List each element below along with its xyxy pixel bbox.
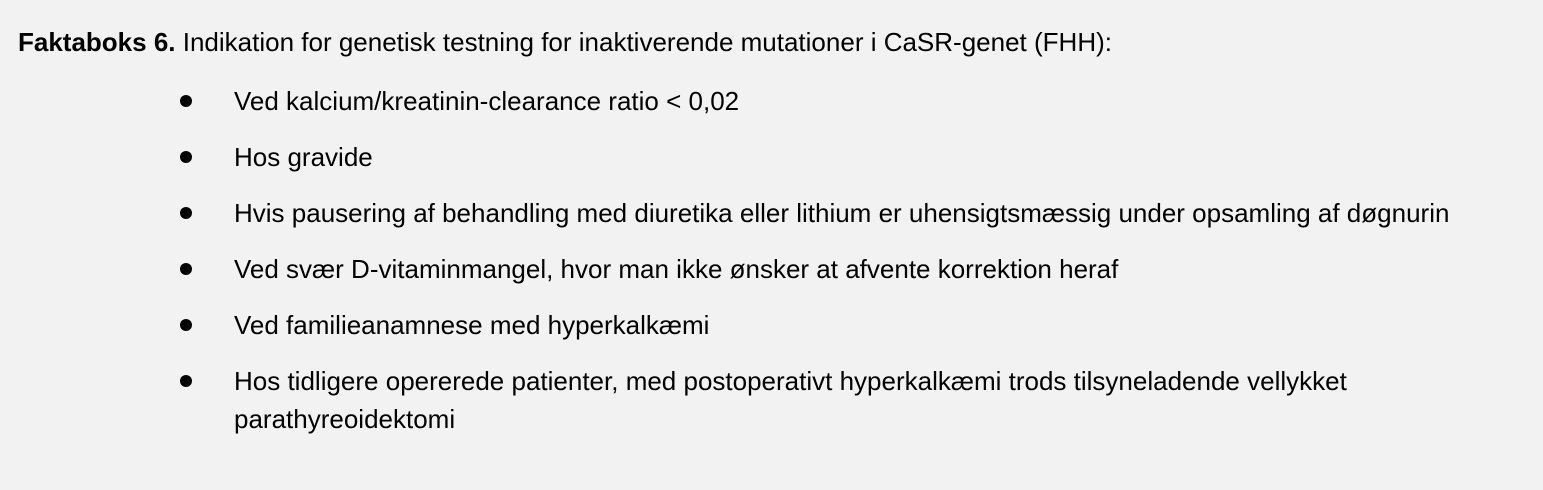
bullet-icon	[180, 151, 192, 163]
list-item	[18, 138, 1525, 176]
list-item	[18, 82, 1525, 120]
list-item-text: Hos tidligere opererede patienter, med postoperativt hyperkalkæmi trods tilsyneladende vellykket parathyreoidektomi	[234, 366, 1347, 434]
list-item	[18, 250, 1525, 288]
bullet-icon	[180, 95, 192, 107]
factbox-title: Indikation for genetisk testning for inaktiverende mutationer i CaSR-genet (FHH):	[182, 27, 1112, 57]
list-item-text: Ved kalcium/kreatinin-clearance ratio < 0,02	[234, 86, 740, 116]
list-item	[18, 306, 1525, 344]
list-item-text: Ved svær D-vitaminmangel, hvor man ikke ønsker at afvente korrektion heraf	[234, 254, 1119, 284]
bullet-icon	[180, 319, 192, 331]
factbox-heading	[18, 24, 1525, 60]
list-item	[18, 194, 1525, 232]
bullet-icon	[180, 375, 192, 387]
list-item-text: Hos gravide	[234, 142, 373, 172]
indication-list	[18, 82, 1525, 438]
list-item-text: Ved familieanamnese med hyperkalkæmi	[234, 310, 710, 340]
factbox-label: Faktaboks 6.	[18, 27, 176, 57]
list-item-text: Hvis pausering af behandling med diuretika eller lithium er uhensigtsmæssig under opsamling af døgnurin	[234, 198, 1450, 228]
list-item	[18, 362, 1525, 438]
bullet-icon	[180, 207, 192, 219]
bullet-icon	[180, 263, 192, 275]
